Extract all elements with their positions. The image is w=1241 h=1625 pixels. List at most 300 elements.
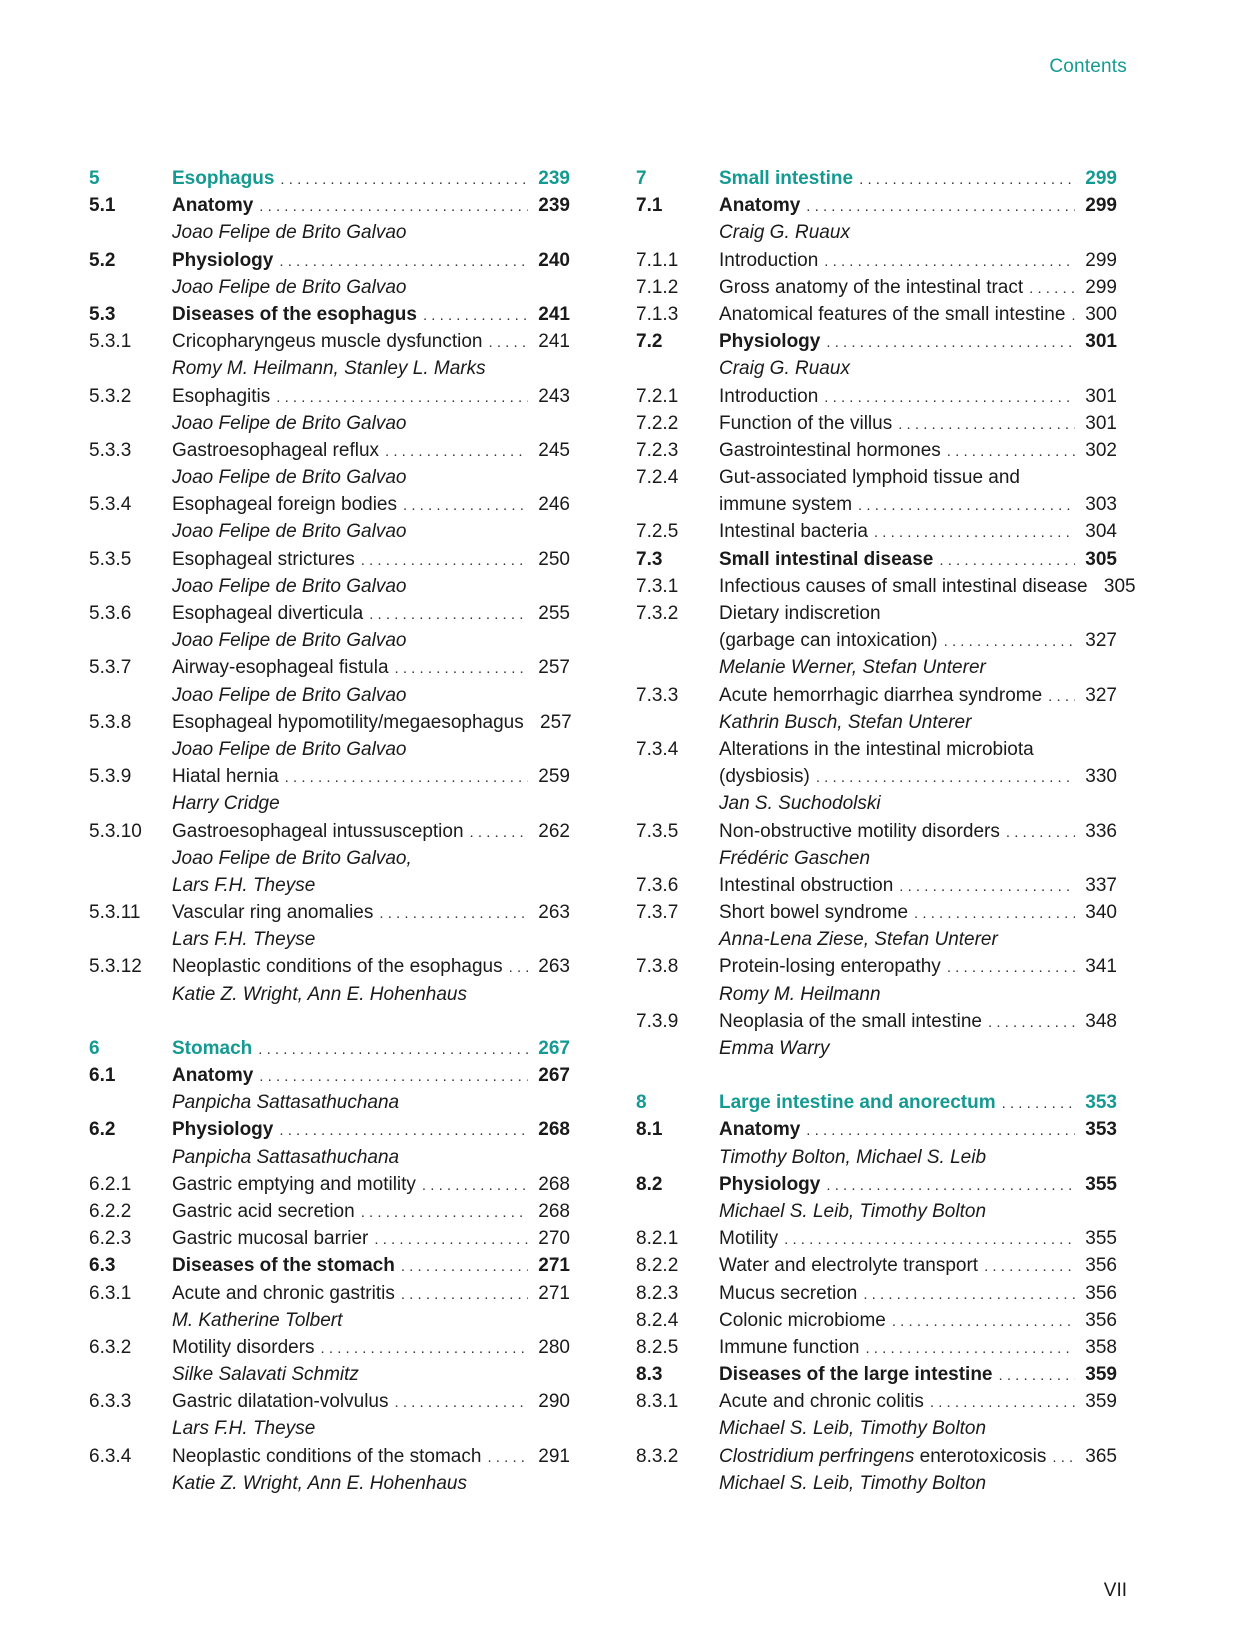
toc-entry-number: 7.1.3 [636, 303, 679, 325]
toc-entry-number: 6.2.1 [89, 1173, 132, 1195]
toc-entry-title: Physiology [719, 331, 821, 353]
toc-entry[interactable] [636, 1225, 1117, 1252]
toc-author: Joao Felipe de Brito Galvao [172, 521, 407, 543]
dot-leader [898, 411, 1075, 438]
toc-page-number: 301 [1085, 331, 1117, 353]
toc-entry-number: 8.1 [636, 1119, 663, 1141]
toc-entry[interactable] [89, 953, 570, 980]
toc-entry-number: 6.3.3 [89, 1391, 132, 1413]
toc-entry[interactable] [636, 410, 1117, 437]
toc-entry-number: 5 [89, 168, 100, 189]
toc-entry[interactable] [636, 1443, 1117, 1470]
toc-entry[interactable] [89, 301, 570, 328]
toc-entry[interactable] [636, 1388, 1117, 1415]
toc-author-line [636, 1415, 1117, 1442]
toc-author: Joao Felipe de Brito Galvao [172, 684, 407, 706]
toc-author: Joao Felipe de Brito Galvao [172, 630, 407, 652]
toc-page-number: 356 [1085, 1309, 1117, 1331]
toc-page-number: 327 [1085, 630, 1117, 652]
dot-leader [403, 492, 528, 519]
dot-leader [824, 248, 1075, 275]
toc-entry-title: Intestinal obstruction [719, 874, 894, 896]
toc-page-number: 348 [1085, 1010, 1117, 1032]
toc-entry-number: 8.3 [636, 1364, 663, 1386]
toc-author-line [89, 1144, 570, 1171]
toc-entry[interactable] [636, 383, 1117, 410]
toc-entry-title: Anatomy [172, 1065, 254, 1086]
toc-entry-number: 5.3.10 [89, 820, 142, 842]
toc-author: Katie Z. Wright, Ann E. Hohenhaus [172, 1472, 468, 1494]
dot-leader [892, 1308, 1075, 1335]
dot-leader [259, 193, 528, 220]
toc-page-number: 239 [538, 168, 570, 189]
toc-page-number: 305 [1103, 575, 1136, 597]
toc-entry[interactable] [89, 192, 570, 219]
toc-entry-title: Neoplastic conditions of the esophagus [172, 956, 503, 978]
toc-entry-number: 6.2.2 [89, 1200, 132, 1222]
toc-entry-number: 6.3 [89, 1255, 116, 1277]
toc-entry-title: Gastroesophageal intussusception [172, 820, 464, 842]
toc-page-number: 262 [538, 820, 570, 842]
toc-entry[interactable] [89, 546, 570, 573]
toc-author-line [636, 926, 1117, 953]
toc-entry-title: Function of the villus [719, 412, 893, 434]
toc-entry[interactable] [89, 1280, 570, 1307]
toc-entry-number: 6.2 [89, 1119, 116, 1141]
toc-entry-title: Alterations in the intestinal microbiota [719, 738, 1034, 760]
toc-page-number: 241 [538, 331, 570, 353]
toc-entry-number: 7.3.1 [636, 575, 679, 597]
toc-entry-title: Acute and chronic gastritis [172, 1282, 395, 1304]
dot-leader [395, 655, 528, 682]
toc-entry-number: 5.3.3 [89, 439, 132, 461]
toc-entry[interactable] [89, 165, 570, 192]
toc-entry[interactable] [89, 1225, 570, 1252]
toc-page-number: 271 [538, 1282, 570, 1304]
toc-entry-number: 5.3.12 [89, 956, 142, 978]
toc-page-number: 271 [538, 1255, 570, 1277]
toc-entry[interactable] [636, 872, 1117, 899]
toc-entry-number: 8.3.2 [636, 1445, 679, 1467]
dot-leader [947, 438, 1075, 465]
toc-entry-title: Diseases of the esophagus [172, 303, 417, 325]
toc-author-line [89, 464, 570, 491]
toc-entry-number: 7.2.3 [636, 439, 679, 461]
dot-leader [914, 900, 1075, 927]
toc-entry-number: 5.3.8 [89, 711, 132, 733]
toc-entry-title: Neoplasia of the small intestine [719, 1010, 982, 1032]
toc-entry-number: 7 [636, 168, 647, 189]
toc-entry-number: 5.3.9 [89, 766, 132, 788]
toc-entry[interactable] [636, 1171, 1117, 1198]
dot-leader [784, 1226, 1075, 1253]
toc-page-number: 353 [1085, 1092, 1117, 1114]
toc-entry[interactable] [636, 247, 1117, 274]
toc-entry-number: 5.3.1 [89, 331, 132, 353]
toc-author: Joao Felipe de Brito Galvao [172, 738, 407, 760]
toc-author: Jan S. Suchodolski [719, 793, 881, 815]
toc-entry[interactable] [89, 600, 570, 627]
toc-entry-title: Acute and chronic colitis [719, 1391, 924, 1413]
toc-entry[interactable] [636, 328, 1117, 355]
toc-entry-number: 7.3.7 [636, 902, 679, 924]
toc-author: Michael S. Leib, Timothy Bolton [719, 1200, 987, 1222]
toc-entry-number: 6.2.3 [89, 1228, 132, 1250]
toc-entry[interactable] [89, 491, 570, 518]
dot-leader [361, 547, 528, 574]
toc-entry-number: 8.3.1 [636, 1391, 679, 1413]
toc-entry-title: Small intestine [719, 168, 854, 189]
dot-leader [865, 1335, 1075, 1362]
toc-entry-title: Physiology [719, 1173, 821, 1195]
dot-leader [1002, 1090, 1075, 1117]
dot-leader [379, 900, 528, 927]
toc-page-number: 305 [1085, 548, 1117, 570]
dot-leader [487, 1444, 528, 1471]
toc-page-number: 330 [1085, 766, 1117, 788]
toc-page-number: 280 [538, 1336, 570, 1358]
toc-entry-title: Diseases of the stomach [172, 1255, 395, 1277]
toc-entry[interactable] [89, 1116, 570, 1143]
toc-page-number: 365 [1085, 1445, 1117, 1467]
dot-leader [816, 764, 1075, 791]
dot-leader [509, 954, 528, 981]
toc-entry[interactable] [89, 709, 570, 736]
toc-author-line [636, 709, 1117, 736]
toc-entry-title: Hiatal hernia [172, 766, 279, 788]
toc-author: Lars F.H. Theyse [172, 1418, 316, 1440]
toc-entry-title: Infectious causes of small intestinal disease [719, 575, 1088, 597]
toc-entry-number: 7.3.9 [636, 1010, 679, 1032]
toc-entry[interactable] [636, 1361, 1117, 1388]
toc-entry[interactable] [89, 1388, 570, 1415]
toc-author: Romy M. Heilmann, Stanley L. Marks [172, 358, 486, 380]
dot-leader [374, 1226, 528, 1253]
dot-leader [930, 1389, 1075, 1416]
toc-entry-title: (garbage can intoxication) [719, 630, 938, 652]
toc-entry[interactable] [636, 1280, 1117, 1307]
toc-column-right [636, 165, 1136, 1497]
toc-page-number: 358 [1085, 1336, 1117, 1358]
toc-author-line [89, 1089, 570, 1116]
dot-leader [423, 302, 528, 329]
toc-author: Joao Felipe de Brito Galvao [172, 575, 407, 597]
toc-page-number: 263 [538, 902, 570, 924]
dot-leader [279, 1117, 528, 1144]
toc-page-number: 270 [538, 1228, 570, 1250]
toc-author: Joao Felipe de Brito Galvao [172, 412, 407, 434]
toc-page-number: 240 [538, 249, 570, 271]
toc-entry-number: 5.3 [89, 303, 116, 325]
dot-leader [826, 329, 1075, 356]
toc-author-line [636, 1198, 1117, 1225]
toc-entry[interactable] [636, 1116, 1117, 1143]
toc-page-number: 268 [538, 1173, 570, 1195]
toc-entry[interactable] [636, 1089, 1117, 1116]
dot-leader [279, 248, 528, 275]
toc-page-number: 245 [538, 439, 570, 461]
dot-leader [1029, 275, 1075, 302]
toc-entry-title: Gross anatomy of the intestinal tract [719, 276, 1024, 298]
toc-entry-number: 7.1 [636, 195, 663, 217]
toc-entry[interactable] [636, 165, 1117, 192]
toc-entry-number: 7.2.4 [636, 467, 679, 489]
toc-entry[interactable] [89, 383, 570, 410]
dot-leader [1048, 683, 1075, 710]
toc-page-number: 267 [538, 1065, 570, 1086]
toc-entry[interactable] [636, 192, 1117, 219]
toc-author: M. Katherine Tolbert [172, 1309, 343, 1331]
toc-page-number: 303 [1085, 494, 1117, 516]
toc-author: Craig G. Ruaux [719, 222, 850, 244]
dot-leader [863, 1281, 1075, 1308]
toc-author-line [89, 573, 570, 600]
toc-entry-number: 8.2.5 [636, 1336, 679, 1358]
toc-author-line [89, 518, 570, 545]
dot-leader [259, 1063, 528, 1090]
page-number: VII [1103, 1580, 1127, 1601]
toc-entry[interactable] [636, 546, 1117, 573]
dot-leader [1006, 819, 1075, 846]
toc-entry[interactable] [89, 328, 570, 355]
toc-author: Lars F.H. Theyse [172, 874, 316, 896]
toc-page-number: 327 [1085, 684, 1117, 706]
toc-entry-number: 7.3.3 [636, 684, 679, 706]
toc-author: Timothy Bolton, Michael S. Leib [719, 1146, 987, 1168]
toc-entry-title: Introduction [719, 249, 819, 271]
toc-entry-number: 6.3.2 [89, 1336, 132, 1358]
toc-page-number: 302 [1085, 439, 1117, 461]
dot-leader [806, 1117, 1075, 1144]
toc-entry[interactable] [89, 437, 570, 464]
toc-page-number: 290 [538, 1391, 570, 1413]
toc-author: Frédéric Gaschen [719, 847, 871, 869]
dot-leader [422, 1172, 528, 1199]
toc-entry-title: Intestinal bacteria [719, 521, 868, 543]
toc-entry[interactable] [89, 1062, 570, 1089]
toc-entry-title: Gut-associated lymphoid tissue and [719, 467, 1020, 489]
toc-entry[interactable] [636, 600, 1117, 627]
dot-leader [858, 492, 1075, 519]
toc-entry-number: 8.2.2 [636, 1255, 679, 1277]
toc-author-line [636, 654, 1117, 681]
toc-entry-title: Anatomical features of the small intestine [719, 303, 1066, 325]
dot-leader [826, 1172, 1075, 1199]
toc-page-number: 359 [1085, 1364, 1117, 1386]
toc-entry[interactable] [636, 274, 1117, 301]
toc-entry[interactable] [89, 1198, 570, 1225]
toc-entry[interactable] [89, 1035, 570, 1062]
toc-page-number: 257 [538, 657, 570, 679]
toc-author-line [89, 355, 570, 382]
toc-page-number: 239 [538, 195, 570, 217]
toc-entry-title: Gastric mucosal barrier [172, 1228, 369, 1250]
dot-leader [280, 166, 528, 193]
toc-author-line [89, 1307, 570, 1334]
toc-author: Anna-Lena Ziese, Stefan Unterer [719, 929, 998, 951]
toc-author: Craig G. Ruaux [719, 358, 850, 380]
toc-page-number: 267 [538, 1037, 570, 1059]
toc-page-number: 257 [540, 711, 572, 733]
toc-entry-title: Immune function [719, 1336, 860, 1358]
dot-leader [285, 764, 528, 791]
toc-author-line [636, 981, 1117, 1008]
toc-entry[interactable] [636, 818, 1117, 845]
toc-page-number: 355 [1085, 1173, 1117, 1195]
dot-leader [394, 1389, 528, 1416]
toc-entry-title: Vascular ring anomalies [172, 902, 374, 924]
toc-entry[interactable] [89, 1171, 570, 1198]
toc-page-number: 241 [538, 303, 570, 325]
dot-leader [385, 438, 528, 465]
toc-entry[interactable] [636, 953, 1117, 980]
toc-author-line [89, 1361, 570, 1388]
dot-leader [276, 384, 528, 411]
toc-page-number: 263 [538, 956, 570, 978]
dot-leader [1052, 1444, 1075, 1471]
toc-entry[interactable] [636, 437, 1117, 464]
dot-leader [988, 1009, 1075, 1036]
toc-entry-number: 7.3 [636, 548, 663, 570]
toc-entry-number: 7.3.2 [636, 603, 679, 624]
toc-entry[interactable] [89, 1334, 570, 1361]
toc-page-number: 341 [1085, 956, 1117, 978]
toc-author-line [89, 1415, 570, 1442]
toc-entry[interactable] [636, 763, 1117, 790]
toc-page-number: 299 [1085, 168, 1117, 189]
toc-entry-title: Small intestinal disease [719, 548, 934, 570]
toc-entry[interactable] [89, 818, 570, 845]
toc-page-number: 337 [1085, 874, 1117, 896]
toc-author: Kathrin Busch, Stefan Unterer [719, 711, 972, 733]
toc-author: Panpicha Sattasathuchana [172, 1092, 400, 1114]
toc-author-line [636, 1144, 1117, 1171]
toc-author-line [89, 627, 570, 654]
toc-author: Joao Felipe de Brito Galvao, [172, 847, 412, 869]
toc-author: Katie Z. Wright, Ann E. Hohenhaus [172, 983, 468, 1005]
toc-page-number: 301 [1085, 412, 1117, 434]
toc-entry-number: 7.2.5 [636, 521, 679, 543]
dot-leader [939, 547, 1075, 574]
toc-entry-title: Acute hemorrhagic diarrhea syndrome [719, 684, 1043, 706]
toc-entry-title: (dysbiosis) [719, 766, 810, 788]
toc-entry[interactable] [636, 1008, 1117, 1035]
toc-entry-title: Physiology [172, 1119, 274, 1141]
dot-leader [401, 1253, 528, 1280]
toc-entry-title: Anatomy [719, 1119, 801, 1141]
toc-entry-number: 5.3.5 [89, 548, 132, 570]
dot-leader [401, 1281, 528, 1308]
dot-leader [947, 954, 1075, 981]
toc-page-number: 250 [538, 548, 570, 570]
toc-entry-title: Physiology [172, 249, 274, 271]
toc-entry-title: Gastrointestinal hormones [719, 439, 941, 461]
toc-author-line [89, 410, 570, 437]
toc-entry-title: Diseases of the large intestine [719, 1364, 993, 1386]
toc-page-number: 304 [1085, 521, 1117, 543]
toc-entry[interactable] [636, 491, 1117, 518]
running-header: Contents [1049, 56, 1127, 77]
toc-entry-title: Esophagus [172, 168, 275, 189]
toc-entry[interactable] [636, 301, 1117, 328]
toc-page-number: 336 [1085, 820, 1117, 842]
toc-entry[interactable] [89, 1252, 570, 1279]
dot-leader [321, 1335, 528, 1362]
toc-entry-number: 7.1.2 [636, 276, 679, 298]
toc-entry-title: Esophageal strictures [172, 548, 355, 570]
toc-author: Michael S. Leib, Timothy Bolton [719, 1472, 987, 1494]
toc-column-left [89, 165, 570, 1497]
toc-entry[interactable] [636, 682, 1117, 709]
toc-entry[interactable] [89, 247, 570, 274]
toc-entry-number: 7.3.4 [636, 738, 679, 760]
toc-entry[interactable] [636, 573, 1136, 600]
toc-entry[interactable] [636, 627, 1117, 654]
toc-entry-title: Esophageal foreign bodies [172, 494, 398, 516]
toc-entry-title: Cricopharyngeus muscle dysfunction [172, 331, 483, 353]
toc-entry[interactable] [636, 899, 1117, 926]
toc-author: Lars F.H. Theyse [172, 929, 316, 951]
toc-entry-title: Non-obstructive motility disorders [719, 820, 1000, 842]
toc-author-line [636, 1035, 1117, 1062]
toc-entry[interactable] [636, 518, 1117, 545]
toc-page-number: 299 [1085, 276, 1117, 298]
toc-entry[interactable] [636, 1252, 1117, 1279]
toc-author-line [636, 355, 1117, 382]
toc-entry-number: 6.3.1 [89, 1282, 132, 1304]
toc-entry[interactable] [636, 464, 1117, 491]
toc-entry-title: Large intestine and anorectum [719, 1092, 996, 1114]
toc-page-number: 268 [538, 1200, 570, 1222]
toc-author-line [636, 1470, 1117, 1497]
toc-entry[interactable] [89, 899, 570, 926]
toc-entry-title: Water and electrolyte transport [719, 1255, 979, 1277]
toc-entry-title: Short bowel syndrome [719, 902, 909, 924]
toc-entry[interactable] [636, 1307, 1117, 1334]
toc-entry[interactable] [89, 654, 570, 681]
toc-entry-title: Esophageal hypomotility/megaesophagus [172, 711, 524, 733]
toc-page-number: 299 [1085, 249, 1117, 271]
toc-entry-title: Protein-losing enteropathy [719, 956, 941, 978]
toc-entry-number: 6.3.4 [89, 1445, 132, 1467]
toc-author: Joao Felipe de Brito Galvao [172, 222, 407, 244]
toc-author-line [89, 845, 570, 872]
toc-entry[interactable] [636, 1334, 1117, 1361]
toc-page-number: 301 [1085, 385, 1117, 407]
toc-entry-title: Gastroesophageal reflux [172, 439, 380, 461]
toc-page-number: 356 [1085, 1282, 1117, 1304]
toc-entry-title: Colonic microbiome [719, 1309, 886, 1331]
toc-entry-title: Stomach [172, 1037, 253, 1059]
toc-entry-number: 5.3.7 [89, 657, 132, 679]
dot-leader [999, 1362, 1076, 1389]
toc-page-number: 243 [538, 385, 570, 407]
toc-entry-number: 7.3.5 [636, 820, 679, 842]
toc-page-number: 340 [1085, 902, 1117, 924]
toc-entry[interactable] [636, 736, 1117, 763]
toc-entry-title: Motility [719, 1228, 779, 1250]
toc-entry[interactable] [89, 763, 570, 790]
toc-entry-number: 8.2.1 [636, 1228, 679, 1250]
toc-entry[interactable] [89, 1443, 570, 1470]
toc-page-number: 300 [1085, 303, 1117, 325]
toc-author-line [89, 790, 570, 817]
toc-author: Melanie Werner, Stefan Unterer [719, 657, 986, 679]
toc-entry-title: Gastric emptying and motility [172, 1173, 416, 1195]
toc-entry-number: 8.2 [636, 1173, 663, 1195]
toc-author-line [89, 682, 570, 709]
toc-author-line [89, 219, 570, 246]
